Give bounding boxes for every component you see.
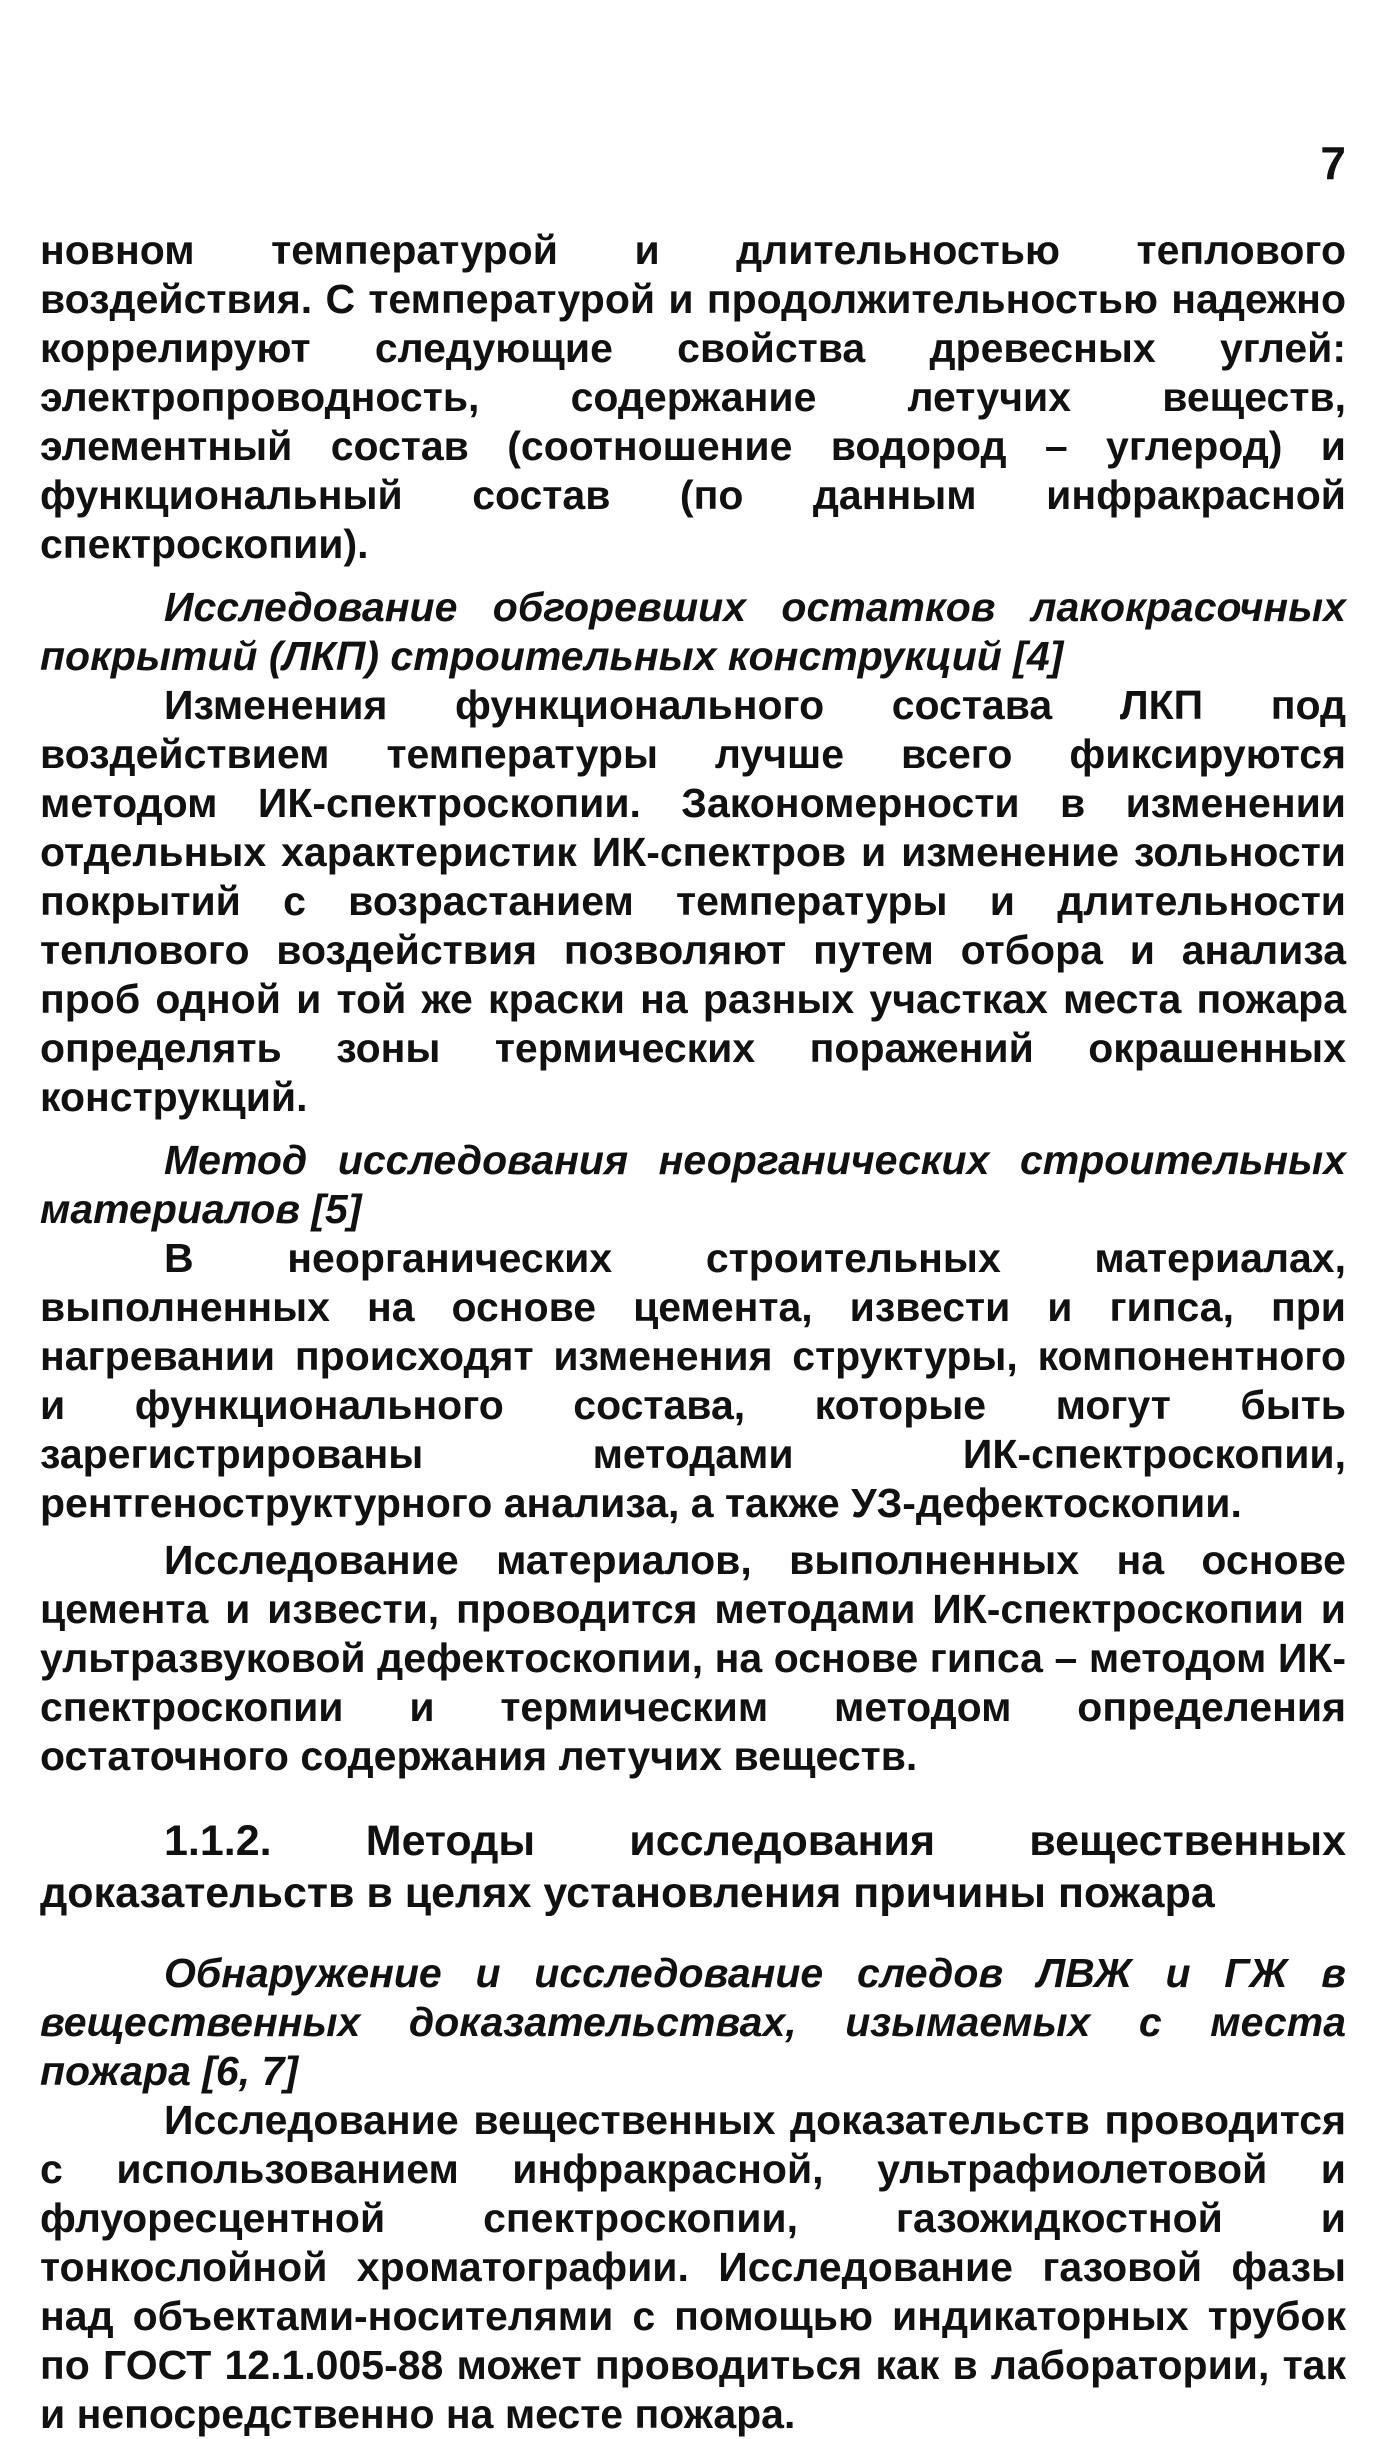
subheading-flammable-liquids: Обнаружение и исследование следов ЛВЖ и ГЖ в вещественных доказательствах, изымаемых с места пожара [6, 7]	[40, 1950, 1346, 2094]
paragraph-paint-coatings: Изменения функционального состава ЛКП под воздействием температуры лучше всего фиксируются методом ИК-спектроскопии. Закономерности в изменении отдельных характеристик ИК-спектров и изменение зольности покрытий с возрастанием температуры и длительности теплового воздействия позволяют путем отбора и анализа проб одной и той же краски на разных участках места пожара определять зоны термических поражений окрашенных конструкций.	[40, 682, 1346, 1120]
paragraph-continuation: новном температурой и длительностью теплового воздействия. С температурой и продолжительностью надежно коррелируют следующие свойства древесных углей: электропроводность, содержание летучих веществ, элементный состав (соотношение водород – углерод) и функциональный состав (по данным инфракрасной спектроскопии).	[40, 227, 1346, 567]
section-heading: 1.1.2. Методы исследования вещественных доказательств в целях установления причины пожара	[40, 1817, 1346, 1917]
subheading-paint-coatings: Исследование обгоревших остатков лакокрасочных покрытий (ЛКП) строительных конструкций [4]	[40, 584, 1346, 679]
paragraph-physical-evidence: Исследование вещественных доказательств проводится с использованием инфракрасной, ультрафиолетовой и флуоресцентной спектроскопии, газожидкостной и тонкослойной хроматографии. Исследование газовой фазы над объектами-носителями с помощью индикаторных трубок по ГОСТ 12.1.005-88 может проводиться как в лаборатории, так и непосредственно на месте пожара.	[40, 2097, 1346, 2437]
paragraph-cement-gypsum: Исследование материалов, выполненных на основе цемента и извести, проводится методами ИК-спектроскопии и ультразвуковой дефектоскопии, на основе гипса – методом ИК-спектроскопии и термическим методом определения остаточного содержания летучих веществ.	[40, 1537, 1346, 1779]
page-body	[40, 226, 1346, 2439]
page-number: 7	[1320, 137, 1346, 189]
paragraph-inorganic-materials: В неорганических строительных материалах, выполненных на основе цемента, извести и гипса, при нагревании происходят изменения структуры, компонентного и функционального состава, которые могут быть зарегистрированы методами ИК-спектроскопии, рентгеноструктурного анализа, а также УЗ-дефектоскопии.	[40, 1235, 1346, 1526]
subheading-inorganic-materials: Метод исследования неорганических строительных материалов [5]	[40, 1137, 1346, 1232]
